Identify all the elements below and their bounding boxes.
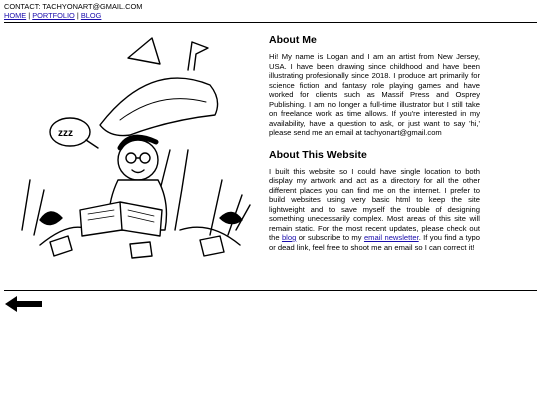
contact-email: CONTACT: TACHYONART@GMAIL.COM [4, 2, 143, 11]
nav-links [4, 11, 142, 20]
about-me-text: Hi! My name is Logan and I am an artist from New Jersey, USA. I have been drawing since childhood and have been illustrating profesionally since 2018. I produce art primarily for science fiction and fantasy role playing games and have worked for clients such as Massif Press and Osprey Publishing. I am no longer a full-time illustrator but I still take on freelance work as time allows. If you're interested in my availability, have a question to ask, or just want to say 'hi,' please send me an email at tachyonart@gmail.com [269, 52, 480, 137]
nav-separator: | [28, 11, 31, 20]
blog-link[interactable]: blog [281, 233, 297, 242]
nav-blog-link[interactable]: BLOG [80, 11, 102, 20]
footer-divider [4, 290, 537, 291]
nav-portfolio-link[interactable]: PORTFOLIO [32, 11, 75, 20]
about-site-text-part: I built this website so I could have single location to both display my artwork and act as a directory for all the other different places you can find me on the internet. I prefer to build websites using very basic html to keep the site lightweight and to save myself the trouble of designing something unecessarily complex. Most areas of this site will remain static. For the most recent updates, please check out the [269, 166, 480, 242]
about-me-heading: About Me [269, 34, 317, 46]
artist-illustration [10, 30, 258, 262]
header-divider [4, 22, 537, 23]
about-site-text-part: or subscribe to my [296, 233, 364, 242]
svg-text:zzz: zzz [58, 128, 73, 139]
nav-home-link[interactable]: HOME [4, 11, 27, 20]
about-site-heading: About This Website [269, 148, 367, 161]
main-content [269, 34, 480, 263]
newsletter-link[interactable]: email newsletter [363, 233, 419, 242]
back-arrow-icon[interactable] [5, 296, 42, 312]
nav-separator: | [76, 11, 79, 20]
about-site-text [269, 167, 480, 253]
top-bar [4, 2, 142, 20]
about-site-text-part: . If you find a typo or dead link, feel free to shoot me an email so I can correct it! [269, 233, 481, 252]
